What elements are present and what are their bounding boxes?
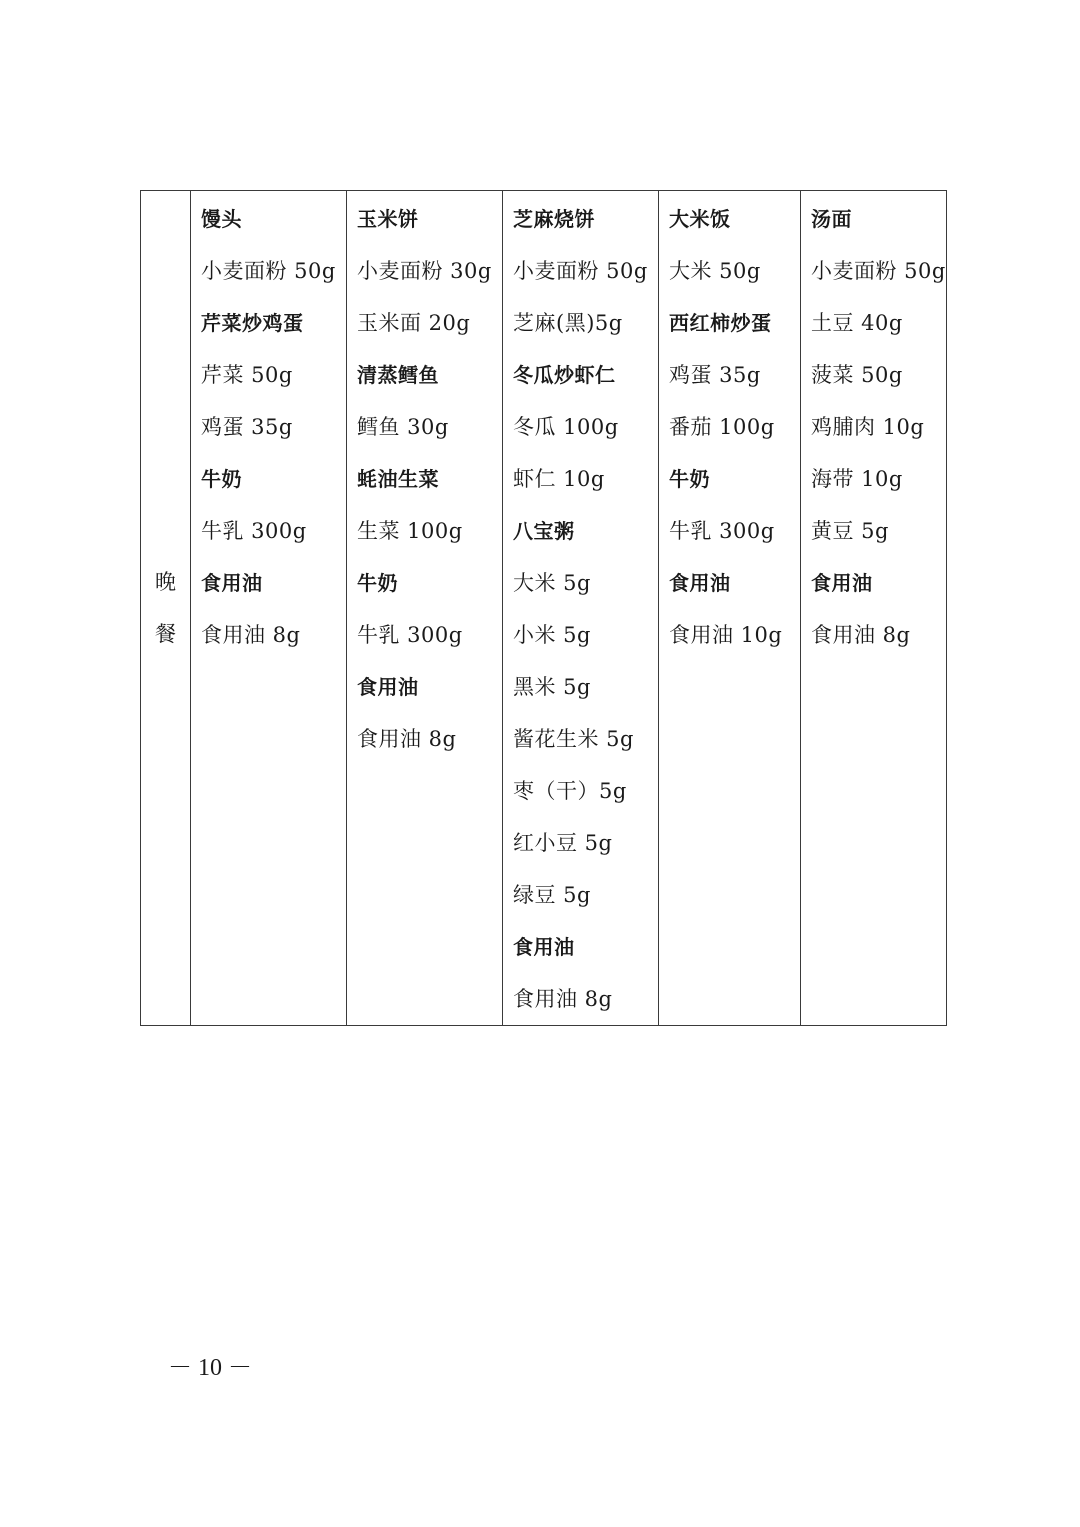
ingredient-item: 大米 50g bbox=[669, 259, 761, 283]
dish-name: 蚝油生菜 bbox=[357, 467, 439, 491]
ingredient-item: 芹菜 50g bbox=[201, 363, 293, 387]
ingredient-item: 小麦面粉 50g bbox=[811, 259, 946, 283]
ingredient-item: 小麦面粉 30g bbox=[357, 259, 492, 283]
ingredient-item: 绿豆 5g bbox=[513, 883, 591, 907]
meal-cell bbox=[141, 191, 191, 1026]
ingredient-item: 鸡蛋 35g bbox=[201, 415, 293, 439]
ingredient-item: 食用油 8g bbox=[201, 623, 301, 647]
ingredient-item: 土豆 40g bbox=[811, 311, 903, 335]
ingredient-item: 海带 10g bbox=[811, 467, 903, 491]
dish-name: 西红柿炒蛋 bbox=[669, 311, 772, 335]
item-list bbox=[347, 191, 502, 765]
dish-name: 芝麻烧饼 bbox=[513, 207, 595, 231]
dish-name: 食用油 bbox=[201, 571, 263, 595]
ingredient-item: 冬瓜 100g bbox=[513, 415, 619, 439]
ingredient-item: 小米 5g bbox=[513, 623, 591, 647]
ingredient-item: 鸡蛋 35g bbox=[669, 363, 761, 387]
dish-name: 食用油 bbox=[357, 675, 419, 699]
ingredient-item: 酱花生米 5g bbox=[513, 727, 634, 751]
dish-name: 玉米饼 bbox=[357, 207, 419, 231]
item-list bbox=[191, 191, 346, 661]
ingredient-item: 食用油 10g bbox=[669, 623, 783, 647]
page-number: － 10 － bbox=[168, 1355, 252, 1381]
ingredient-item: 枣（干）5g bbox=[513, 779, 627, 803]
dish-name: 食用油 bbox=[811, 571, 873, 595]
ingredient-item: 鸡脯肉 10g bbox=[811, 415, 925, 439]
ingredient-item: 食用油 8g bbox=[811, 623, 911, 647]
ingredient-item: 大米 5g bbox=[513, 571, 591, 595]
dish-name: 食用油 bbox=[513, 935, 575, 959]
ingredient-item: 芝麻(黑)5g bbox=[513, 311, 623, 335]
dish-name: 大米饭 bbox=[669, 207, 731, 231]
dish-name: 汤面 bbox=[811, 207, 852, 231]
ingredient-item: 食用油 8g bbox=[357, 727, 457, 751]
ingredient-item: 生菜 100g bbox=[357, 519, 463, 543]
menu-table bbox=[140, 190, 947, 1026]
ingredient-item: 番茄 100g bbox=[669, 415, 775, 439]
item-list bbox=[503, 191, 658, 1025]
ingredient-item: 黄豆 5g bbox=[811, 519, 889, 543]
dish-name: 芹菜炒鸡蛋 bbox=[201, 311, 304, 335]
ingredient-item: 鳕鱼 30g bbox=[357, 415, 449, 439]
dish-name: 牛奶 bbox=[201, 467, 242, 491]
table-row bbox=[141, 191, 947, 1026]
dish-name: 牛奶 bbox=[357, 571, 398, 595]
menu-column-3 bbox=[503, 191, 659, 1026]
dish-name: 八宝粥 bbox=[513, 519, 575, 543]
item-list bbox=[659, 191, 800, 661]
ingredient-item: 小麦面粉 50g bbox=[201, 259, 336, 283]
menu-column-4 bbox=[659, 191, 801, 1026]
ingredient-item: 玉米面 20g bbox=[357, 311, 471, 335]
ingredient-item: 小麦面粉 50g bbox=[513, 259, 648, 283]
meal-label: 晚餐 bbox=[155, 570, 176, 646]
dish-name: 馒头 bbox=[201, 207, 242, 231]
dish-name: 冬瓜炒虾仁 bbox=[513, 363, 616, 387]
dish-name: 清蒸鳕鱼 bbox=[357, 363, 439, 387]
ingredient-item: 菠菜 50g bbox=[811, 363, 903, 387]
ingredient-item: 牛乳 300g bbox=[357, 623, 463, 647]
menu-column-5 bbox=[801, 191, 947, 1026]
ingredient-item: 牛乳 300g bbox=[669, 519, 775, 543]
menu-column-2 bbox=[347, 191, 503, 1026]
menu-column-1 bbox=[191, 191, 347, 1026]
dish-name: 食用油 bbox=[669, 571, 731, 595]
ingredient-item: 黑米 5g bbox=[513, 675, 591, 699]
ingredient-item: 虾仁 10g bbox=[513, 467, 605, 491]
dish-name: 牛奶 bbox=[669, 467, 710, 491]
item-list bbox=[801, 191, 946, 661]
ingredient-item: 红小豆 5g bbox=[513, 831, 613, 855]
ingredient-item: 食用油 8g bbox=[513, 987, 613, 1011]
ingredient-item: 牛乳 300g bbox=[201, 519, 307, 543]
